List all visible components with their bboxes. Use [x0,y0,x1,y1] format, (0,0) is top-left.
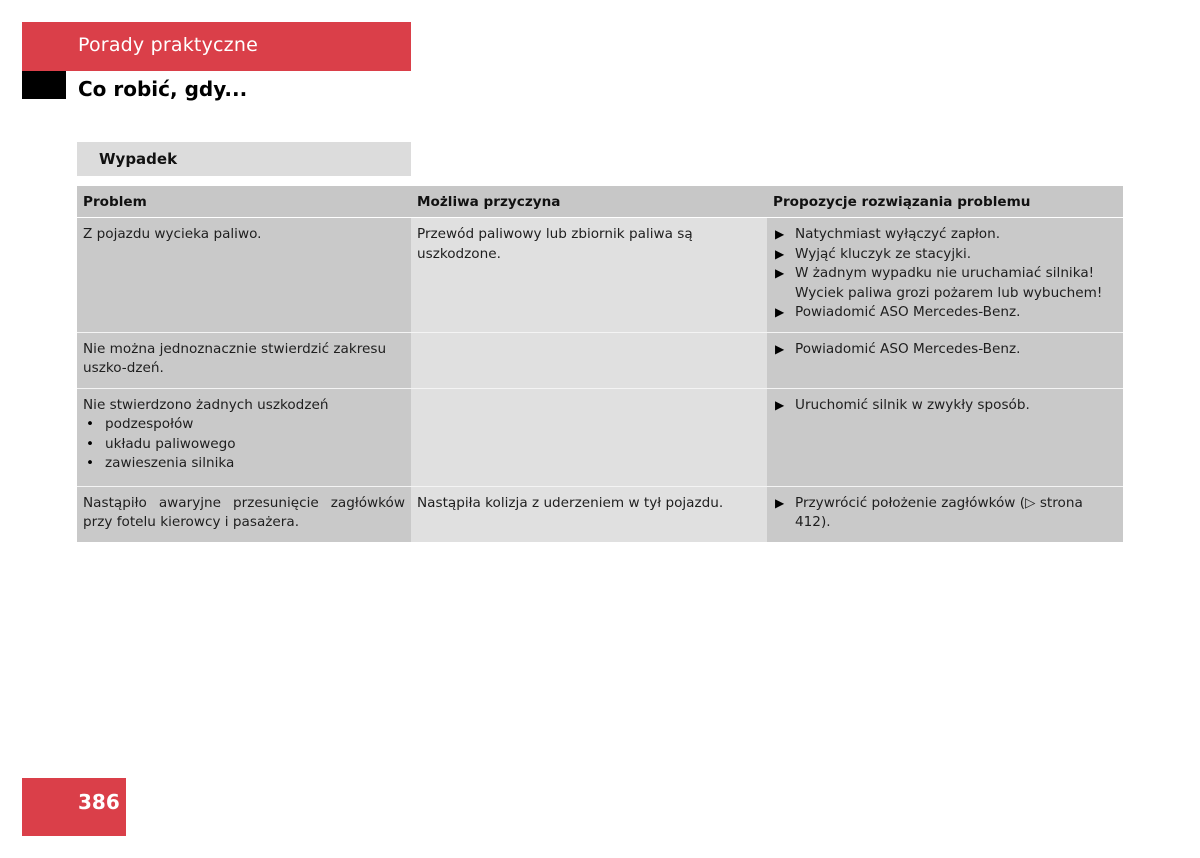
page-number-tab [22,778,126,836]
page-number: 386 [78,790,120,814]
cause-cell [411,332,767,388]
table-row [77,218,1123,333]
solution-cell [767,332,1123,388]
section-header-bar [22,22,411,71]
table-row [77,388,1123,486]
section-title: Porady praktyczne [78,34,258,56]
bullet-dot-icon: • [86,435,95,452]
solution-cell [767,218,1123,333]
subsection-title: Wypadek [99,150,178,168]
play-arrow-icon: ▶ [775,341,785,356]
problem-cell [77,388,411,486]
play-arrow-icon: ▶ [775,227,785,241]
play-arrow-icon: ▶ [775,305,785,319]
cause-cell [411,388,767,486]
list-item: • podzespołów [83,415,405,435]
solution-step: ▶ Powiadomić ASO Mercedes-Benz. [773,303,1117,323]
solution-step: ▶ W żadnym wypadku nie uruchamiać silnika! Wyciek paliwa grozi pożarem lub wybuchem! [775,265,1103,301]
solution-step: ▶ Przywrócić położenie zagłówków (▷ strona 412). [775,494,1083,530]
problem-text: Nie stwierdzono żadnych uszkodzeń [83,396,329,413]
subsection-header [77,142,411,176]
bullet-dot-icon: • [86,416,95,432]
column-header-solution: Propozycje rozwiązania problemu [767,186,1123,218]
problem-cell: Nastąpiło awaryjne przesunięcie zagłówków przy fotelu kierowcy i pasażera. [77,486,411,542]
solution-step: ▶ Uruchomić silnik w zwykły sposób. [773,396,1117,416]
play-arrow-icon: ▶ [775,266,785,280]
chapter-marker [22,71,66,99]
column-header-problem: Problem [77,186,411,218]
cause-cell: Przewód paliwowy lub zbiornik paliwa są uszkodzone. [411,218,767,333]
problem-cell: Nie można jednoznacznie stwierdzić zakresu uszko-dzeń. [77,332,411,388]
play-arrow-icon: ▶ [775,495,785,510]
solution-cell [767,388,1123,486]
table-row [77,332,1123,388]
cause-cell: Nastąpiła kolizja z uderzeniem w tył pojazdu. [411,486,767,542]
troubleshooting-table [77,186,1123,542]
column-header-cause: Możliwa przyczyna [411,186,767,218]
solution-step: ▶ Natychmiast wyłączyć zapłon. [773,225,1117,245]
list-item: • układu paliwowego [83,435,405,455]
play-arrow-icon: ▶ [775,397,785,412]
table-row [77,486,1123,542]
bullet-dot-icon: • [86,455,95,471]
list-item: • zawieszenia silnika [83,454,405,474]
play-arrow-icon: ▶ [775,246,785,261]
solution-cell [767,486,1123,542]
table-header-row [77,186,1123,218]
solution-step: ▶ Wyjąć kluczyk ze stacyjki. [773,245,1117,265]
page-title: Co robić, gdy... [78,77,248,101]
solution-step: ▶ Powiadomić ASO Mercedes-Benz. [773,340,1117,360]
problem-cell: Z pojazdu wycieka paliwo. [77,218,411,333]
